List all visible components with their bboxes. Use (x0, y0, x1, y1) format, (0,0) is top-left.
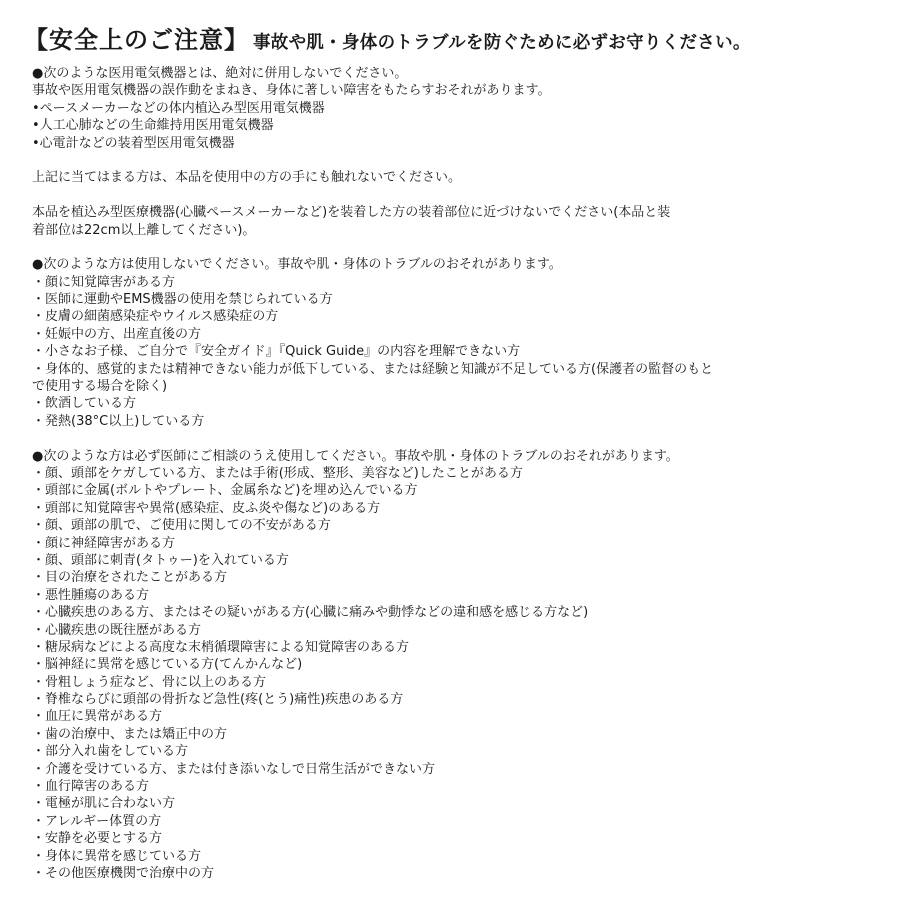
section3-item: ・顔、頭部をケガしている方、または手術(形成、整形、美容など)したことがある方 (32, 465, 523, 481)
section2-heading: ●次のような方は使用しないでください。事故や肌・身体のトラブルのおそれがあります。 (32, 257, 562, 273)
section3-item: ・脊椎ならびに頭部の骨折など急性(疼(とう)痛性)疾患のある方 (32, 692, 404, 708)
section3-item: ・その他医療機関で治療中の方 (32, 865, 215, 881)
section3-item: ・電極が肌に合わない方 (32, 796, 176, 812)
section1-line: 事故や医用電気機器の誤作動をまねき、身体に著しい障害をもたらすおそれがあります。 (32, 83, 551, 99)
section2-item: で使用する場合を除く) (32, 379, 168, 395)
section3-item: ・部分入れ歯をしている方 (32, 744, 189, 760)
section3-item: ・介護を受けている方、または付き添いなしで日常生活ができない方 (32, 761, 436, 777)
section2-item: ・飲酒している方 (32, 396, 137, 412)
note1: 上記に当てはまる方は、本品を使用中の方の手にも触れないでください。 (32, 170, 462, 186)
section3-item: ・糖尿病などによる高度な末梢循環障害による知覚障害のある方 (32, 639, 410, 655)
section3-item: ・身体に異常を感じている方 (32, 848, 202, 864)
section3-item: ・血行障害のある方 (32, 779, 150, 795)
section2-item: ・妊娠中の方、出産直後の方 (32, 326, 202, 342)
note2-line: 本品を植込み型医療機器(心臓ペースメーカーなど)を装着した方の装着部位に近づけないでください(本品と装 (32, 205, 671, 221)
spacer (32, 187, 876, 204)
section3-item: ・悪性腫瘍のある方 (32, 587, 150, 603)
section3-item: ・顔に神経障害がある方 (32, 535, 176, 551)
spacer (32, 152, 876, 169)
section1-line: •人工心肺などの生命維持用医用電気機器 (32, 118, 274, 134)
section3-item: ・骨粗しょう症など、骨に以上のある方 (32, 674, 267, 690)
section3-item: ・安静を必要とする方 (32, 831, 163, 847)
header (24, 20, 876, 55)
section3-item: ・目の治療をされたことがある方 (32, 570, 228, 586)
section3-item: ・歯の治療中、または矯正中の方 (32, 726, 228, 742)
section2-item: ・顔に知覚障害がある方 (32, 274, 176, 290)
page-subtitle: 事故や肌・身体のトラブルを防ぐために必ずお守りください。 (253, 33, 751, 53)
spacer (32, 430, 876, 447)
spacer (32, 239, 876, 256)
section3-item: ・顔、頭部の肌で、ご使用に関しての不安がある方 (32, 518, 331, 534)
section2-item: ・皮膚の細菌感染症やウイルス感染症の方 (32, 309, 279, 325)
section2-item: ・発熱(38°C以上)している方 (32, 413, 205, 429)
section2-item: ・身体的、感覚的または精神できない能力が低下している、または経験と知識が不足している方(保護者の監督のもと (32, 361, 714, 377)
section3-item: ・血圧に異常がある方 (32, 709, 163, 725)
section3-item: ・アレルギー体質の方 (32, 813, 162, 829)
section1-heading: ●次のような医用電気機器とは、絶対に併用しないでください。 (32, 66, 408, 81)
section3-item: ・頭部に知覚障害や異常(感染症、皮ふ炎や傷など)のある方 (32, 500, 381, 516)
section3-item: ・心臓疾患の既往歴がある方 (32, 622, 202, 638)
section2-item: ・小さなお子様、ご自分で『安全ガイド』『Quick Guide』の内容を理解できない方 (32, 344, 521, 360)
section1-line: •心電計などの装着型医用電気機器 (32, 135, 235, 151)
page-title: 【安全上のご注意】 (24, 26, 249, 54)
section1-line: •ペースメーカーなどの体内植込み型医用電気機器 (32, 100, 325, 116)
note2-line: 着部位は22cm以上離してください)。 (32, 222, 256, 238)
section3-item: ・顔、頭部に刺青(タトゥー)を入れている方 (32, 552, 289, 568)
section3-item: ・頭部に金属(ボルトやプレート、金属糸など)を埋め込んでいる方 (32, 483, 418, 499)
section3-item: ・脳神経に異常を感じている方(てんかんなど) (32, 657, 303, 673)
notice-body (24, 65, 876, 882)
section3-heading: ●次のような方は必ず医師にご相談のうえ使用してください。事故や肌・身体のトラブルのおそれがあります。 (32, 448, 679, 464)
section3-item: ・心臓疾患のある方、またはその疑いがある方(心臓に痛みや動悸などの違和感を感じる方など) (32, 605, 589, 621)
section2-item: ・医師に運動やEMS機器の使用を禁じられている方 (32, 292, 333, 308)
